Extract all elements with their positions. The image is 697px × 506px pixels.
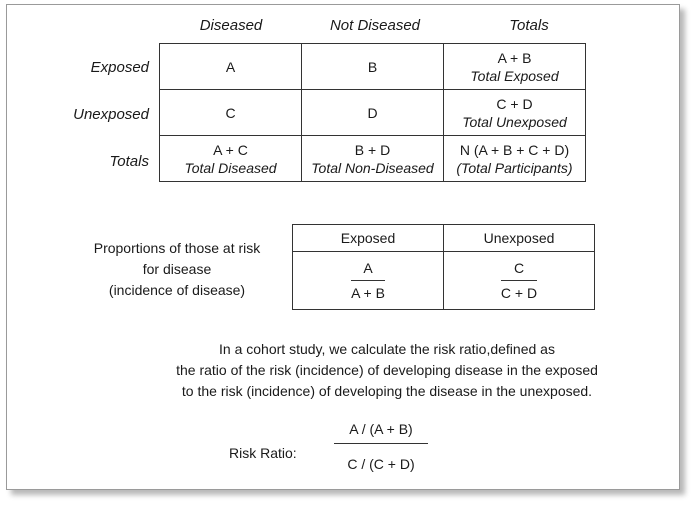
cell-b: B bbox=[302, 44, 444, 90]
description-text: In a cohort study, we calculate the risk ratio,defined as the ratio of the risk (incidence) of developing disease in the exposed to the risk (incidence) of developing the disease in the unexposed. bbox=[176, 341, 598, 399]
cell-total-diseased: A + C Total Diseased bbox=[160, 136, 302, 182]
prop-header-exposed: Exposed bbox=[293, 225, 444, 252]
risk-ratio-denominator: C / (C + D) bbox=[347, 456, 415, 472]
prop-unexposed-fraction: $\frac{C}{C + D}$ bbox=[444, 252, 595, 310]
col-header-not-diseased: Not Diseased bbox=[329, 17, 421, 34]
col-header-totals: Totals bbox=[509, 17, 549, 34]
prop-exposed-fraction: $\frac{A}{A + B}$ bbox=[293, 252, 444, 310]
risk-ratio-numerator: A / (A + B) bbox=[334, 420, 428, 444]
risk-ratio-formula bbox=[334, 420, 428, 473]
table-row bbox=[160, 90, 586, 136]
table-row bbox=[293, 252, 595, 310]
cell-a: A bbox=[160, 44, 302, 90]
table-row bbox=[160, 44, 586, 90]
cell-total-unexposed: C + D Total Unexposed bbox=[444, 90, 586, 136]
table-row bbox=[160, 136, 586, 182]
cell-total-non-diseased: B + D Total Non-Diseased bbox=[302, 136, 444, 182]
table-row bbox=[293, 225, 595, 252]
contingency-table bbox=[159, 43, 586, 182]
row-header-exposed: Exposed bbox=[90, 59, 149, 76]
cell-total-participants: N (A + B + C + D) (Total Participants) bbox=[444, 136, 586, 182]
col-header-diseased: Diseased bbox=[199, 17, 263, 34]
proportions-label: Proportions of those at risk for disease (incidence of disease) bbox=[93, 240, 261, 298]
cell-d: D bbox=[302, 90, 444, 136]
row-header-unexposed: Unexposed bbox=[73, 106, 149, 123]
cell-c: C bbox=[160, 90, 302, 136]
prop-header-unexposed: Unexposed bbox=[444, 225, 595, 252]
row-header-totals: Totals bbox=[109, 153, 149, 170]
risk-ratio-label: Risk Ratio: bbox=[229, 445, 297, 461]
proportions-table bbox=[292, 224, 595, 310]
cell-total-exposed: A + B Total Exposed bbox=[444, 44, 586, 90]
